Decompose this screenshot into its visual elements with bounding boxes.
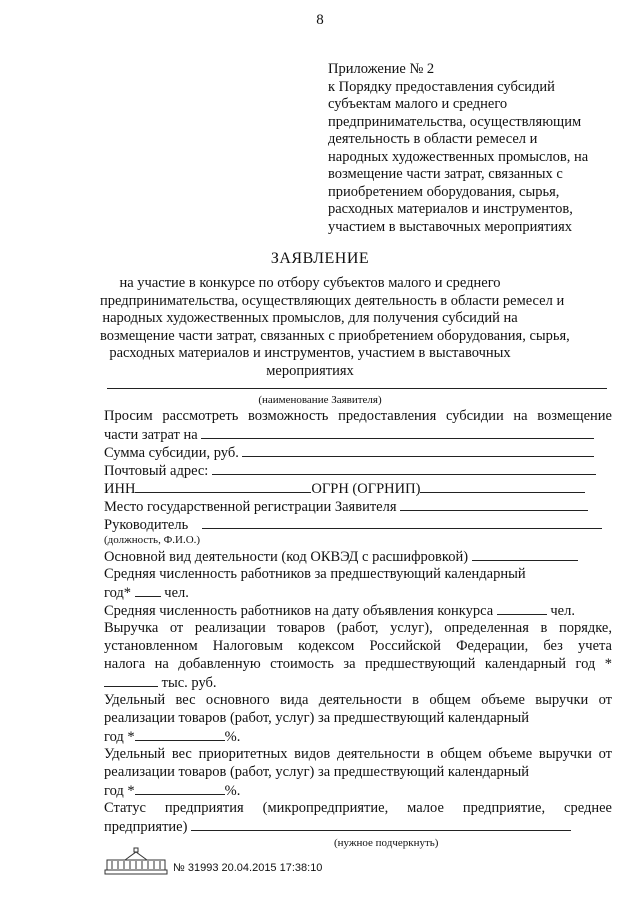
postal-address-row bbox=[104, 462, 612, 480]
subtitle-line: расходных материалов и инструментов, участием в выставочных bbox=[109, 345, 511, 361]
application-form bbox=[104, 0, 612, 905]
revenue-line-1: Выручка от реализации товаров (работ, услуг), определенная в порядке, bbox=[104, 620, 612, 636]
share-main-line-1: Удельный вес основного вида деятельности в общем объеме выручки от bbox=[104, 692, 612, 708]
appendix-line: приобретением оборудования, сырья, bbox=[328, 183, 560, 200]
share-main-year-label: год * bbox=[104, 729, 135, 745]
inn-field[interactable] bbox=[135, 480, 311, 493]
appendix-line: предпринимательства, осуществляющим bbox=[328, 113, 582, 130]
status-label: предприятие) bbox=[104, 819, 188, 835]
share-priority-year-label: год * bbox=[104, 783, 135, 799]
emblem-stamp-logo bbox=[103, 846, 169, 881]
head-caption: (должность, Ф.И.О.) bbox=[104, 534, 201, 546]
revenue-line-4 bbox=[104, 674, 612, 692]
status-line-1: Статус предприятия (микропредприятие, малое предприятие, среднее bbox=[104, 800, 612, 816]
revenue-line-2: установленном Налоговым кодексом Российской Федерации, без учета bbox=[104, 638, 612, 654]
revenue-unit: тыс. руб. bbox=[161, 675, 217, 691]
subtitle-line: народных художественных промыслов, для получения субсидий на bbox=[102, 310, 518, 326]
postal-address-field[interactable] bbox=[212, 462, 596, 475]
appendix-line: участием в выставочных мероприятиях bbox=[328, 218, 573, 235]
status-field[interactable] bbox=[191, 818, 571, 831]
avg-staff-announce-row bbox=[104, 602, 612, 620]
avg-staff-announce-unit: чел. bbox=[550, 603, 575, 619]
main-activity-field[interactable] bbox=[472, 548, 578, 561]
registration-place-field[interactable] bbox=[400, 498, 588, 511]
share-priority-line-3 bbox=[104, 782, 612, 800]
subsidy-amount-field[interactable] bbox=[242, 444, 594, 457]
main-activity-label: Основной вид деятельности (код ОКВЭД с расшифровкой) bbox=[104, 549, 469, 565]
request-label: части затрат на bbox=[104, 427, 198, 443]
building-icon bbox=[103, 846, 169, 876]
head-field[interactable] bbox=[202, 516, 602, 529]
head-label: Руководитель bbox=[104, 517, 189, 533]
avg-staff-announce-label: Средняя численность работников на дату объявления конкурса bbox=[104, 603, 494, 619]
share-priority-line-2: реализации товаров (работ, услуг) за предшествующий календарный bbox=[104, 764, 530, 780]
status-caption: (нужное подчеркнуть) bbox=[334, 837, 439, 849]
ogrn-field[interactable] bbox=[420, 480, 585, 493]
subsidy-amount-label: Сумма субсидии, руб. bbox=[104, 445, 239, 461]
share-priority-field[interactable] bbox=[135, 782, 225, 795]
registration-place-label: Место государственной регистрации Заявителя bbox=[104, 499, 397, 515]
document-title: ЗАЯВЛЕНИЕ bbox=[270, 250, 370, 267]
cost-purpose-field[interactable] bbox=[201, 426, 594, 439]
share-priority-percent: %. bbox=[224, 783, 241, 799]
subtitle-line: предпринимательства, осуществляющих деятельность в области ремесел и bbox=[100, 292, 565, 309]
share-main-field[interactable] bbox=[135, 728, 225, 741]
appendix-line: к Порядку предоставления субсидий bbox=[328, 78, 555, 95]
main-activity-row bbox=[104, 548, 612, 566]
subsidy-amount-row bbox=[104, 444, 612, 462]
subtitle-line: мероприятиях bbox=[266, 362, 354, 379]
avg-staff-announce-field[interactable] bbox=[497, 602, 547, 615]
applicant-caption: (наименование Заявителя) bbox=[258, 394, 382, 406]
avg-staff-year-label: год* bbox=[104, 585, 132, 601]
subtitle-line: на участие в конкурсе по отбору субъектов малого и среднего bbox=[119, 275, 501, 291]
postal-address-label: Почтовый адрес: bbox=[104, 463, 209, 479]
appendix-line: народных художественных промыслов, на bbox=[328, 148, 589, 165]
revenue-field[interactable] bbox=[104, 674, 158, 687]
avg-staff-field[interactable] bbox=[135, 584, 161, 597]
appendix-line: деятельность в области ремесел и bbox=[328, 131, 538, 147]
ogrn-label: ОГРН (ОГРНИП) bbox=[311, 481, 421, 497]
share-main-line-3 bbox=[104, 728, 612, 746]
revenue-line-3: налога на добавленную стоимость за предшествующий календарный год * bbox=[104, 656, 612, 672]
request-line-1: Просим рассмотреть возможность предоставления субсидии на возмещение bbox=[104, 408, 612, 424]
share-main-percent: %. bbox=[224, 729, 241, 745]
avg-staff-line-2 bbox=[104, 584, 612, 602]
appendix-line: расходных материалов и инструментов, bbox=[328, 201, 573, 217]
appendix-line: Приложение № 2 bbox=[328, 61, 435, 77]
subtitle-line: возмещение части затрат, связанных с приобретением оборудования, сырья, bbox=[100, 327, 570, 344]
inn-ogrn-row bbox=[104, 480, 612, 498]
registration-stamp: № 31993 20.04.2015 17:38:10 bbox=[173, 862, 323, 874]
share-main-line-2: реализации товаров (работ, услуг) за предшествующий календарный bbox=[104, 710, 530, 726]
request-line-2 bbox=[104, 426, 612, 444]
avg-staff-unit: чел. bbox=[164, 585, 189, 601]
status-line-2 bbox=[104, 818, 612, 836]
page-number: 8 bbox=[316, 12, 324, 28]
inn-label: ИНН bbox=[104, 481, 136, 497]
avg-staff-line-1: Средняя численность работников за предшествующий календарный bbox=[104, 566, 526, 582]
appendix-line: возмещение части затрат, связанных с bbox=[328, 166, 563, 182]
appendix-line: субъектам малого и среднего bbox=[328, 96, 508, 112]
share-priority-line-1: Удельный вес приоритетных видов деятельности в общем объеме выручки от bbox=[104, 746, 612, 762]
registration-place-row bbox=[104, 498, 612, 516]
